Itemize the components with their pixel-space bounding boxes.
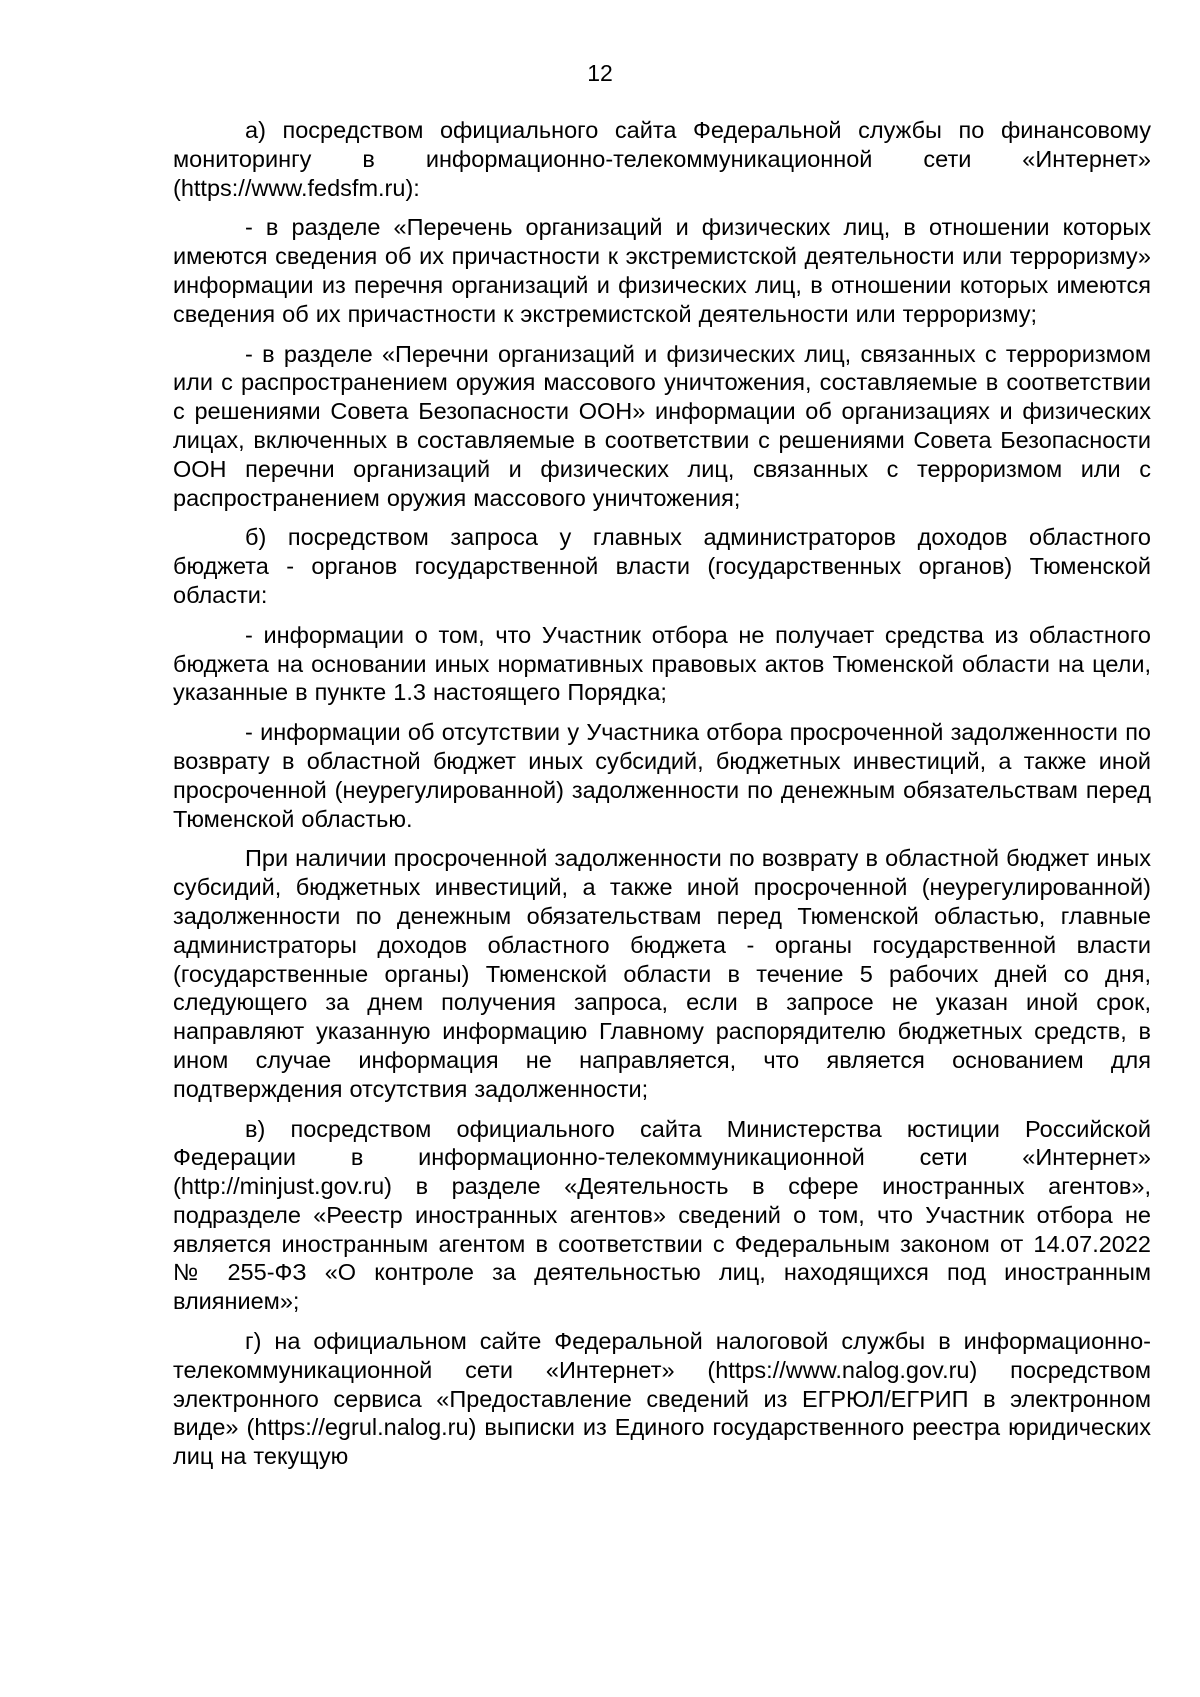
paragraph-no-debt: - информации об отсутствии у Участника отбора просроченной задолженности по возврату в областной бюджет иных субсидий, бюджетных инвестиций, а также иной просроченной (неурегулированной) задолженности по денежным обязательствам перед Тюменской областью.: [173, 719, 1151, 832]
paragraph-g-nalog: г) на официальном сайте Федеральной налоговой службы в информационно-телекоммуникационной сети «Интернет» (https://www.nalog.gov.ru) посредством электронного сервиса «Предоставление сведений из ЕГРЮЛ/ЕГРИП в электронном виде» (https://egrul.nalog.ru) выписки из Единого государственного реестра юридических лиц на текущую: [173, 1328, 1151, 1470]
page-number: 12: [587, 60, 613, 86]
paragraph-debt-procedure: При наличии просроченной задолженности по возврату в областной бюджет иных субсидий, бюджетных инвестиций, а также иной просроченной (неурегулированной) задолженности по денежным обязательствам перед Тюменской областью, главные администраторы доходов областного бюджета - органы государственной власти (государственные органы) Тюменской области в течение 5 рабочих дней со дня, следующего за днем получения запроса, если в запросе не указан иной срок, направляют указанную информацию Главному распорядителю бюджетных средств, в ином случае информация не направляется, что является основанием для подтверждения отсутствия задолженности;: [173, 845, 1151, 1102]
paragraph-v-minjust: в) посредством официального сайта Министерства юстиции Российской Федерации в информационно-телекоммуникационной сети «Интернет» (http://minjust.gov.ru) в разделе «Деятельность в сфере иностранных агентов», подразделе «Реестр иностранных агентов» сведений о том, что Участник отбора не является иностранным агентом в соответствии с Федеральным законом от 14.07.2022 № 255-ФЗ «О контроле за деятельностью лиц, находящихся под иностранным влиянием»;: [173, 1115, 1151, 1315]
paragraph-un-lists: - в разделе «Перечни организаций и физических лиц, связанных с терроризмом или с распространением оружия массового уничтожения, составляемые в соответствии с решениями Совета Безопасности ООН» информации об организациях и физических лицах, включенных в составляемые в соответствии с решениями Совета Безопасности ООН перечни организаций и физических лиц, связанных с терроризмом или с распространением оружия массового уничтожения;: [173, 340, 1151, 511]
document-body: [173, 116, 1151, 1482]
paragraph-a-fedsfm: а) посредством официального сайта Федеральной службы по финансовому мониторингу в информационно-телекоммуникационной сети «Интернет» (https://www.fedsfm.ru):: [173, 117, 1151, 201]
paragraph-extremism-list: - в разделе «Перечень организаций и физических лиц, в отношении которых имеются сведения об их причастности к экстремистской деятельности или терроризму» информации из перечня организаций и физических лиц, в отношении которых имеются сведения об их причастности к экстремистской деятельности или терроризму;: [173, 214, 1151, 327]
paragraph-b-request: б) посредством запроса у главных администраторов доходов областного бюджета - органов государственной власти (государственных органов) Тюменской области:: [173, 524, 1151, 608]
paragraph-no-funds: - информации о том, что Участник отбора не получает средства из областного бюджета на основании иных нормативных правовых актов Тюменской области на цели, указанные в пункте 1.3 настоящего Порядка;: [173, 621, 1151, 706]
